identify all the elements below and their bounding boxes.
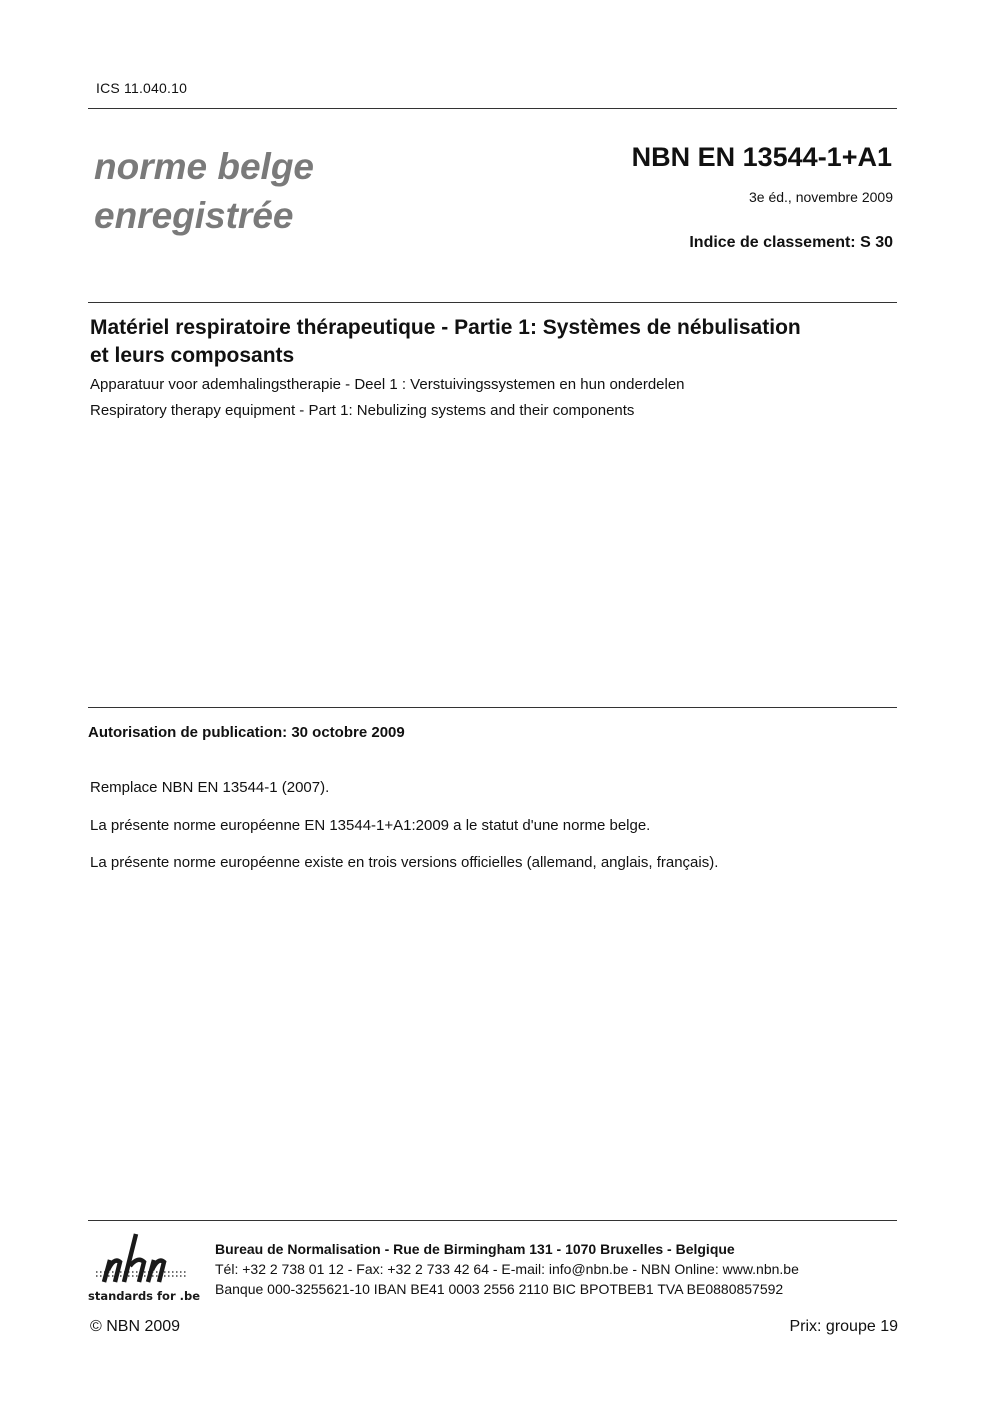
versions-note: La présente norme européenne existe en trois versions officielles (allemand, anglais, français). (90, 854, 719, 871)
brand-line-1: norme belge (94, 146, 314, 187)
standard-number: NBN EN 13544-1+A1 (631, 142, 892, 172)
logo-tagline: standards for .be (88, 1289, 201, 1303)
org-address: Bureau de Normalisation - Rue de Birmingham 131 - 1070 Bruxelles - Belgique (215, 1241, 735, 1257)
brand-title (94, 142, 314, 240)
org-contact: Tél: +32 2 738 01 12 - Fax: +32 2 733 42 64 - E-mail: info@nbn.be - NBN Online: www.nbn.be (215, 1261, 799, 1277)
header-divider (88, 108, 897, 109)
copyright: © NBN 2009 (90, 1318, 181, 1335)
title-fr-line-1: Matériel respiratoire thérapeutique - Partie 1: Systèmes de nébulisation (90, 316, 801, 339)
edition-date: 3e éd., novembre 2009 (749, 189, 893, 205)
document-title (90, 314, 890, 370)
nbn-logo-graphic (88, 1226, 204, 1306)
title-fr-line-2: et leurs composants (90, 344, 295, 367)
footer-divider (88, 1220, 897, 1221)
brand-line-2: enregistrée (94, 195, 294, 236)
title-divider (88, 302, 897, 303)
ics-code: ICS 11.040.10 (96, 80, 188, 96)
replaces-note: Remplace NBN EN 13544-1 (2007). (90, 779, 330, 796)
title-english: Respiratory therapy equipment - Part 1: Nebulizing systems and their components (90, 402, 635, 419)
status-note: La présente norme européenne EN 13544-1+A1:2009 a le statut d'une norme belge. (90, 817, 651, 834)
publication-authorization: Autorisation de publication: 30 octobre 2009 (88, 724, 405, 741)
nbn-logo (88, 1226, 204, 1306)
body-divider (88, 707, 897, 708)
title-dutch: Apparatuur voor ademhalingstherapie - Deel 1 : Verstuivingssystemen en hun onderdelen (90, 376, 685, 393)
classification-index: Indice de classement: S 30 (689, 234, 893, 251)
org-bank-details: Banque 000-3255621-10 IBAN BE41 0003 2556 2110 BIC BPOTBEB1 TVA BE0880857592 (215, 1281, 784, 1297)
price-group: Prix: groupe 19 (789, 1318, 898, 1335)
